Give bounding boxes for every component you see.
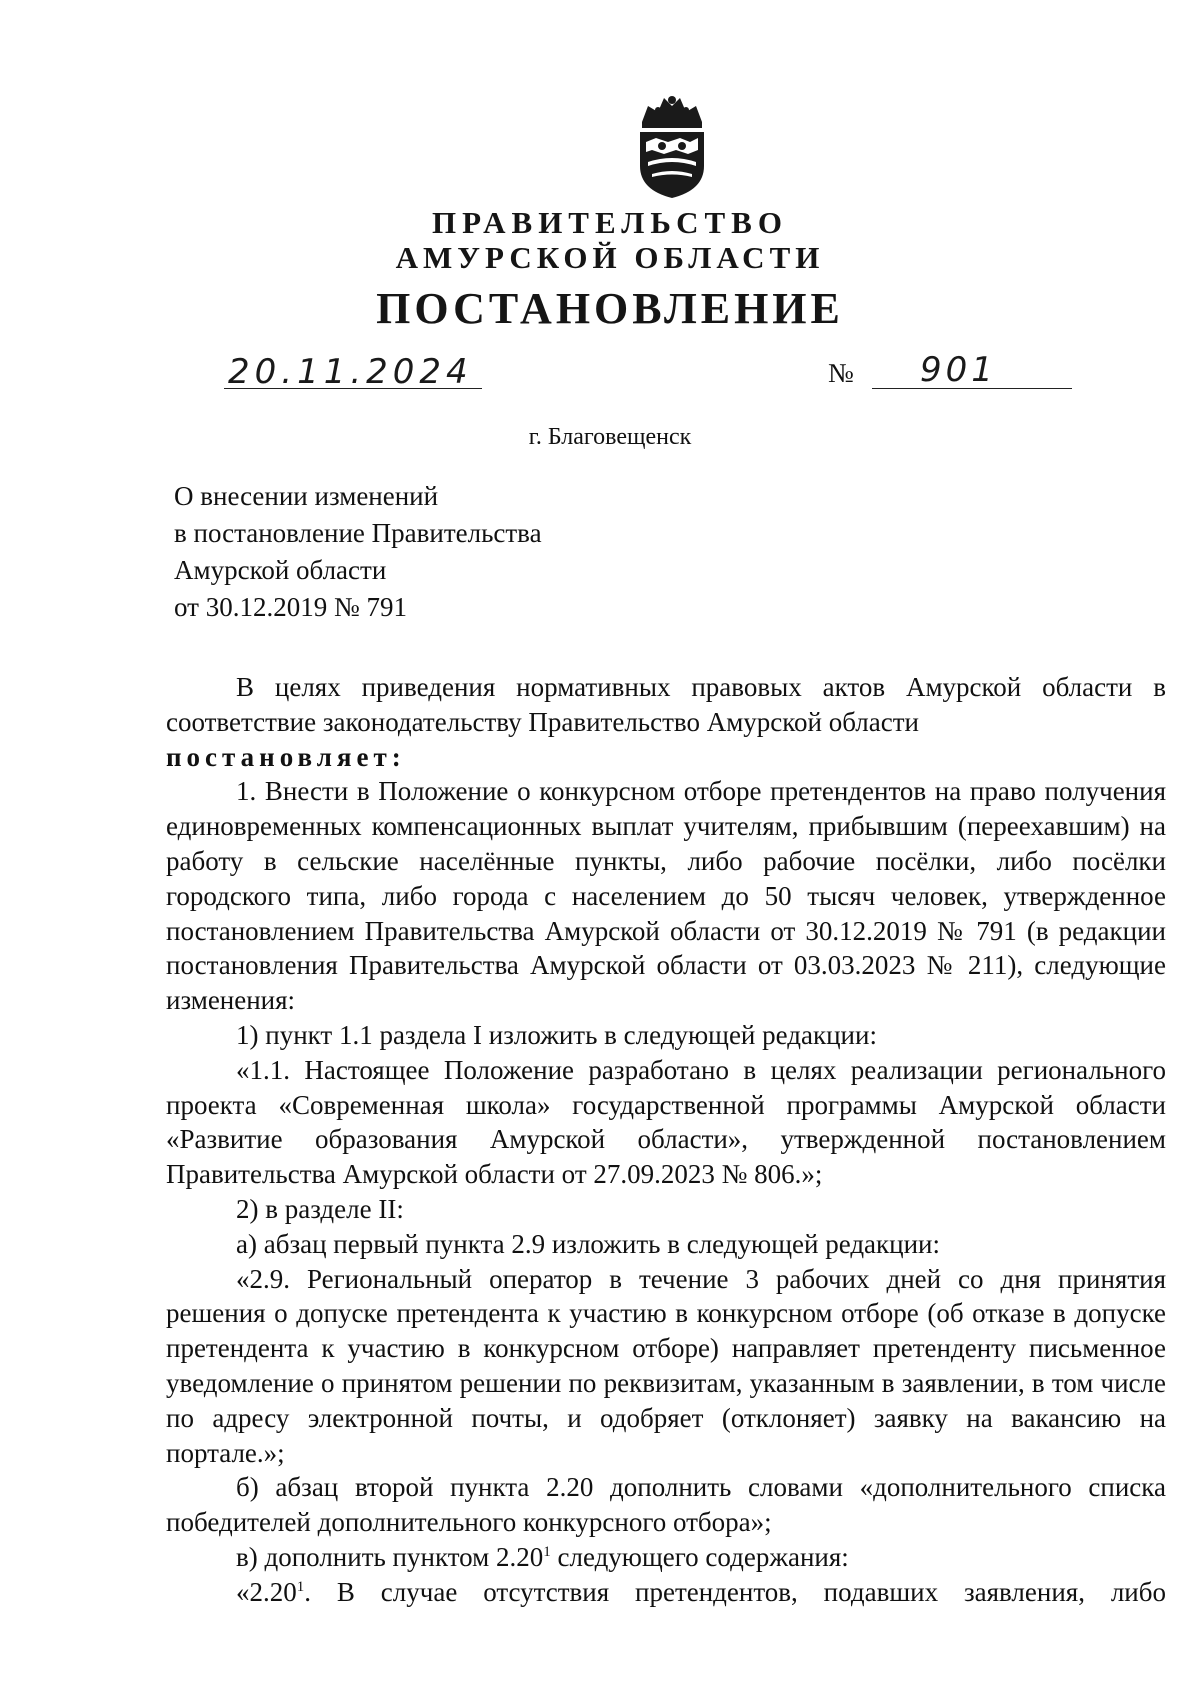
subitem-2c-paragraph xyxy=(166,1540,1166,1575)
quote-2-9-paragraph: «2.9. Региональный оператор в течение 3 рабочих дней со дня принятия решения о допуске претендента к участию в конкурсном отборе (об отказе в допуске претендента к участию в конкурсном отборе) направляет претенденту письменное уведомление о принятом решении по реквизитам, указанным в заявлении, в том числе по адресу электронной почты, и одобряет (отклоняет) заявку на вакансию на портале.»; xyxy=(166,1263,1166,1468)
subitem-2a-paragraph: а) абзац первый пункта 2.9 изложить в следующей редакции: xyxy=(236,1228,941,1259)
handwritten-date: 20.11.2024 xyxy=(228,352,473,392)
subitem-2-paragraph: 2) в разделе II: xyxy=(236,1193,404,1224)
document-subject xyxy=(174,478,542,626)
subitem-2c-text-end: следующего содержания: xyxy=(550,1541,849,1572)
superscript: 1 xyxy=(296,1578,305,1595)
number-underline xyxy=(872,388,1072,389)
organization-name-line1: ПРАВИТЕЛЬСТВО xyxy=(432,205,788,240)
coat-of-arms-icon xyxy=(628,92,716,200)
document-body xyxy=(166,670,1166,1610)
preamble-paragraph: В целях приведения нормативных правовых актов Амурской области в соответствие законодательству Правительство Амурской области xyxy=(166,672,1166,737)
quote-1-1-paragraph: «1.1. Настоящее Положение разработано в целях реализации регионального проекта «Современная школа» государственной программы Амурской области «Развитие образования Амурской области», утвержденной постановлением Правительства Амурской области от 27.09.2023 № 806.»; xyxy=(166,1054,1166,1190)
subitem-2c-text: в) дополнить пунктом 2.20 xyxy=(236,1541,544,1572)
date-underline xyxy=(224,388,482,389)
subject-line: Амурской области xyxy=(174,555,387,585)
document-type-title: ПОСТАНОВЛЕНИЕ xyxy=(376,284,844,333)
organization-name-line2: АМУРСКОЙ ОБЛАСТИ xyxy=(395,240,825,275)
quote-2-20-1-start: «2.20 xyxy=(236,1576,297,1607)
quote-2-20-1-paragraph xyxy=(166,1575,1166,1610)
superscript: 1 xyxy=(543,1543,551,1560)
quote-2-20-1-text: . В случае отсутствия претендентов, подавших заявления, либо xyxy=(304,1576,1166,1607)
city-name: г. Благовещенск xyxy=(528,424,692,450)
handwritten-number: 901 xyxy=(920,350,997,390)
resolves-word: постановляет: xyxy=(166,741,406,772)
subject-line: от 30.12.2019 № 791 xyxy=(174,592,407,622)
subject-line: в постановление Правительства xyxy=(174,518,542,548)
subitem-2b-paragraph: б) абзац второй пункта 2.20 дополнить словами «дополнительного списка победителей дополнительного конкурсного отбора»; xyxy=(166,1472,1166,1538)
item-1-paragraph: 1. Внести в Положение о конкурсном отборе претендентов на право получения единовременных компенсационных выплат учителям, прибывшим (переехавшим) на работу в сельские населённые пункты, либо рабочие посёлки, либо посёлки городского типа, либо города с населением до 50 тысяч человек, утвержденное постановлением Правительства Амурской области от 30.12.2019 № 791 (в редакции постановления Правительства Амурской области от 03.03.2023 № 211), следующие изменения: xyxy=(166,776,1166,1016)
number-sign: № xyxy=(828,358,854,388)
subitem-1-paragraph: 1) пункт 1.1 раздела I изложить в следующей редакции: xyxy=(236,1019,877,1050)
subject-line: О внесении изменений xyxy=(174,481,439,511)
